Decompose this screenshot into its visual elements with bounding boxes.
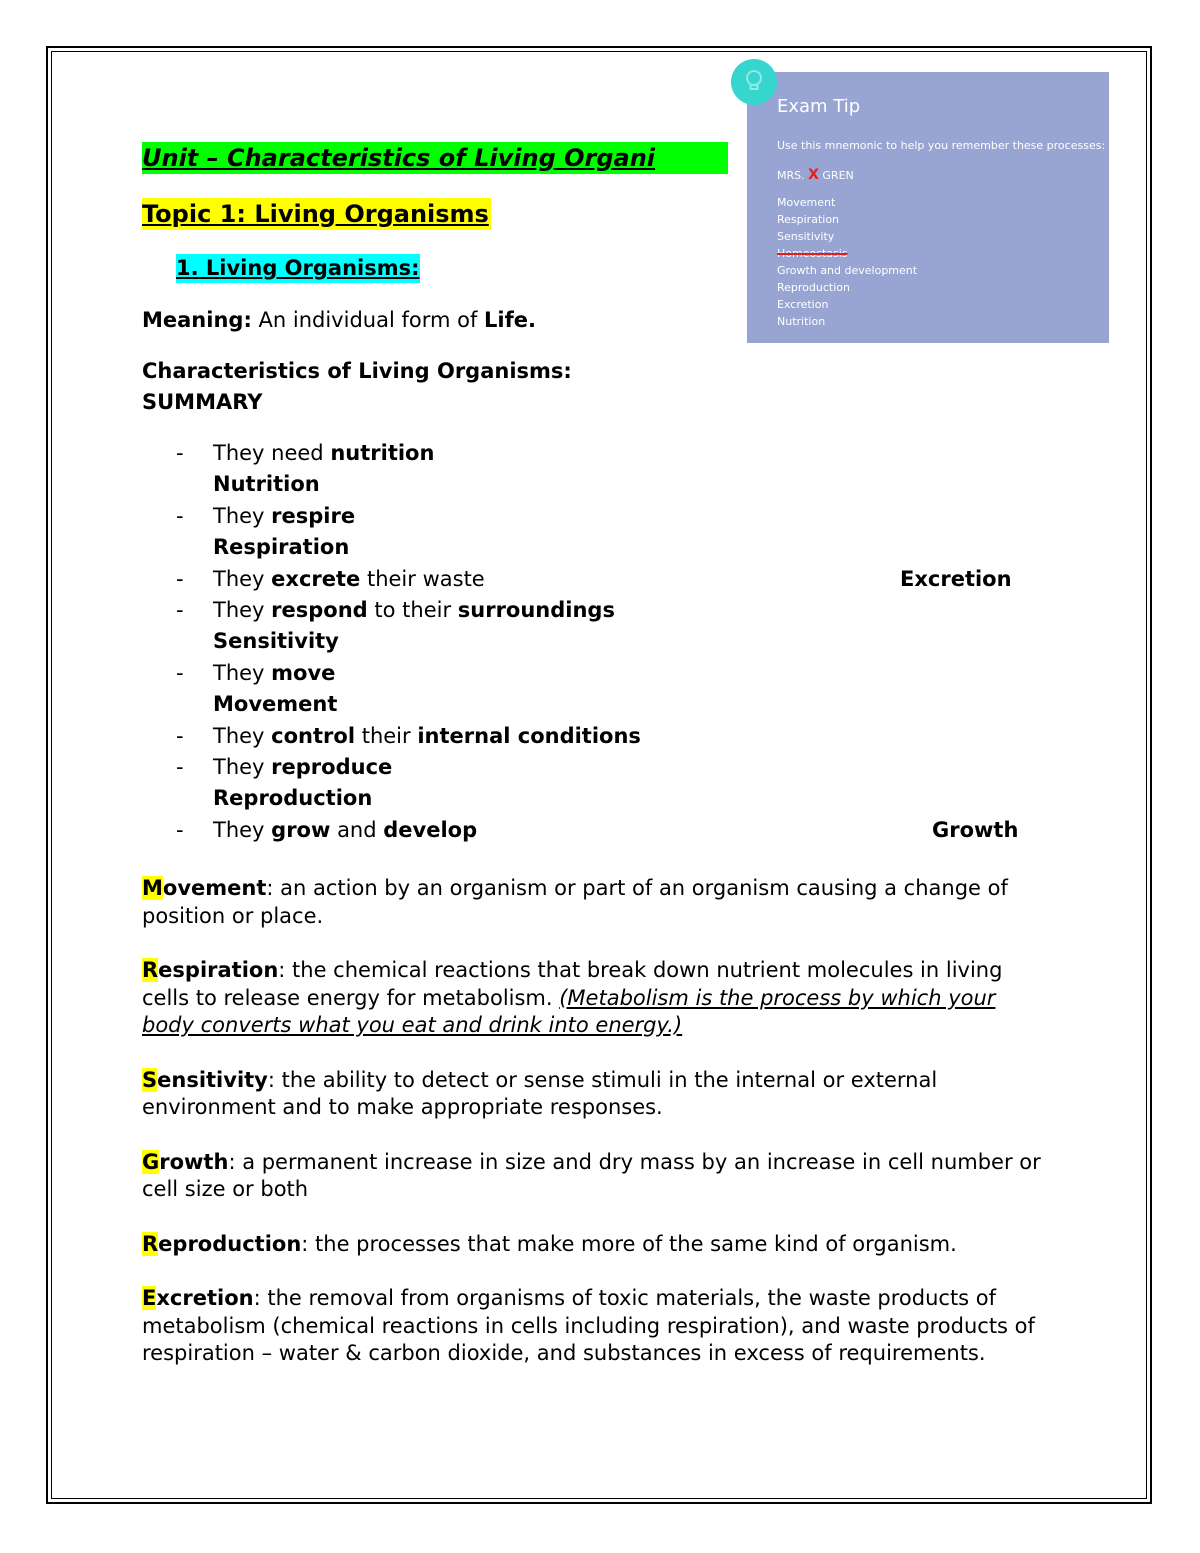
characteristics-list: [176, 438, 1036, 846]
exam-tip-intro: Use this mnemonic to help you remember these processes:: [777, 139, 1106, 152]
definition-sensitivity: Sensitivity: the ability to detect or sense stimuli in the internal or external environment and to make appropriate responses.: [142, 1067, 938, 1119]
topic-title: Topic 1: Living Organisms: [142, 200, 489, 228]
meaning-line: Meaning: An individual form of Life.: [142, 308, 536, 332]
section-title: 1. Living Organisms:: [176, 254, 420, 283]
list-item: - They reproduce Reproduction: [176, 755, 393, 811]
exam-tip-item: Excretion: [777, 298, 829, 311]
definition-excretion: Excretion: the removal from organisms of toxic materials, the waste products of metabolism (chemical reactions in cells including respiration), and waste products of respiration – water & carbon dioxide, and substances in excess of requirements.: [142, 1286, 1035, 1365]
definition-reproduction: Reproduction: the processes that make more of the same kind of organism.: [142, 1231, 957, 1256]
definitions: [142, 875, 1052, 1395]
exam-tip-item: Movement: [777, 196, 836, 209]
list-item: - They grow and develop Growth: [176, 817, 1019, 842]
exam-tip-item: Sensitivity: [777, 230, 835, 243]
lightbulb-icon: [731, 59, 777, 105]
list-item: - They respond to their surroundings Sensitivity: [176, 598, 615, 654]
definition-respiration: Respiration: the chemical reactions that break down nutrient molecules in living cells to release energy for metabolism. (Metabolism is the process by which your body converts what you eat and drink into energy.): [142, 958, 1003, 1037]
list-item: - They need nutrition Nutrition: [176, 441, 435, 497]
exam-tip-mnemonic: MRS. X GREN: [777, 167, 854, 183]
characteristics-heading: Characteristics of Living Organisms: SUMMARY: [142, 359, 572, 414]
list-item: - They control their internal conditions: [176, 723, 641, 748]
definition-movement: Movement: an action by an organism or part of an organism causing a change of position or place.: [142, 876, 1008, 928]
list-item: - They move Movement: [176, 660, 338, 717]
exam-tip-title: Exam Tip: [777, 96, 861, 117]
list-item: - They respire Respiration: [176, 503, 356, 560]
unit-title: Unit – Characteristics of Living Organi: [142, 142, 728, 174]
exam-tip-item: Reproduction: [777, 281, 850, 294]
list-item: - They excrete their waste Excretion: [176, 566, 1012, 591]
exam-tip-item: Growth and development: [777, 264, 918, 277]
definition-growth: Growth: a permanent increase in size and dry mass by an increase in cell number or cell size or both: [142, 1149, 1041, 1201]
cross-mark-icon: X: [808, 167, 819, 183]
exam-tip-item-struck: Homeostasis: [777, 247, 848, 260]
exam-tip-item: Nutrition: [777, 315, 826, 328]
exam-tip-item: Respiration: [777, 213, 840, 226]
